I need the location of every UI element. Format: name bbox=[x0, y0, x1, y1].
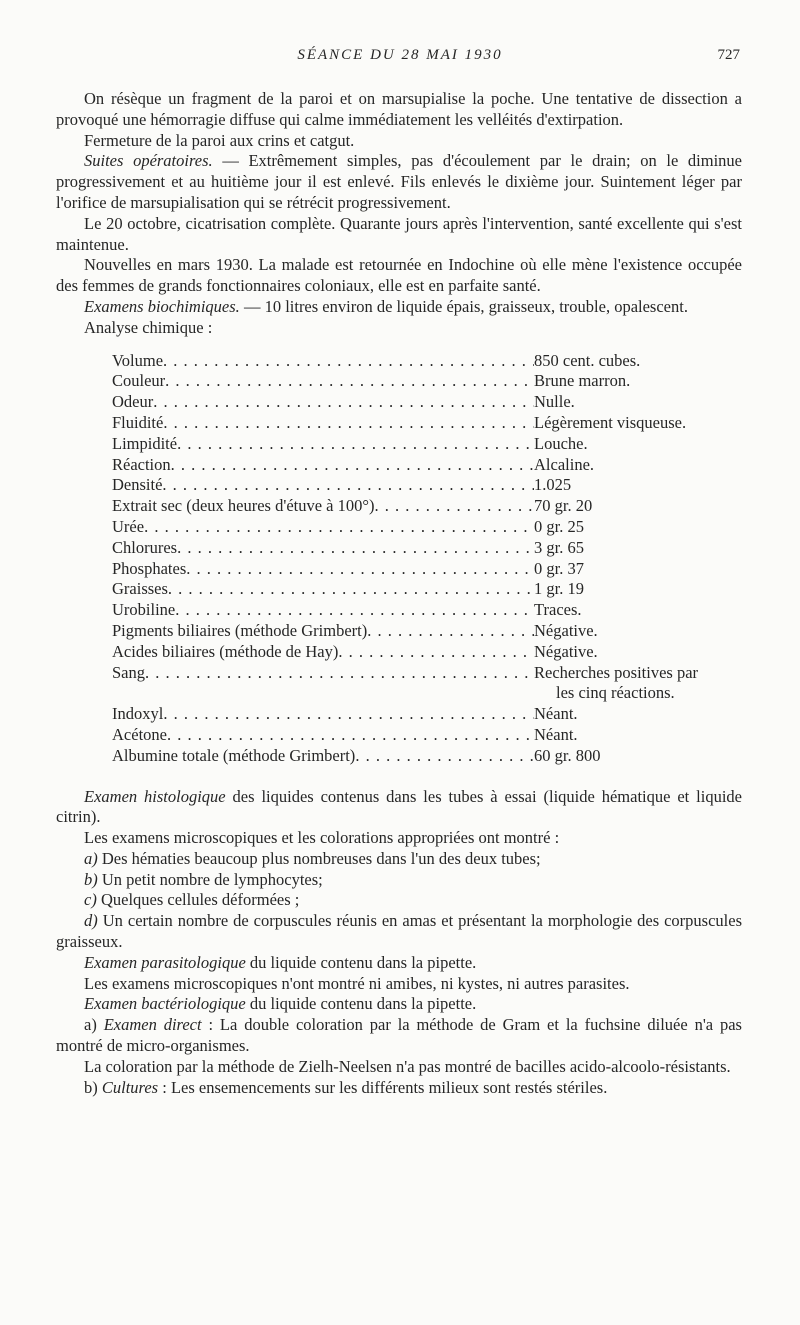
row-label: Indoxyl bbox=[112, 704, 164, 724]
paragraph-text: On résèque un fragment de la paroi et on marsupialise la poche. Une tentative de dissection a provoqué une hémorragie diffuse qui calme immédiatement les velléités d'extirpation. bbox=[56, 89, 742, 129]
paragraph-text: : La double coloration par la méthode de Gram et la fuchsine diluée n'a pas montré de micro-organismes. bbox=[56, 1015, 742, 1056]
row-label: Odeur bbox=[112, 392, 154, 412]
paragraph-text: Les examens microscopiques n'ont montré ni amibes, ni kystes, ni autres parasites. bbox=[84, 973, 630, 993]
row-value: 850 cent. cubes. bbox=[534, 350, 641, 370]
table-row bbox=[112, 538, 742, 559]
table-row bbox=[112, 579, 742, 600]
paragraph-text: : Les ensemencements sur les différents milieux sont restés stériles. bbox=[158, 1077, 608, 1097]
table-row bbox=[112, 704, 742, 725]
dot-leader bbox=[144, 517, 534, 538]
dot-leader bbox=[163, 351, 534, 372]
paragraph-lead: a) bbox=[84, 848, 98, 868]
paragraph bbox=[56, 953, 742, 974]
row-value: Brune marron. bbox=[534, 371, 631, 391]
dot-leader bbox=[145, 663, 534, 684]
row-label: Chlorures bbox=[112, 537, 178, 557]
paragraph bbox=[56, 297, 742, 318]
row-value: Négative. bbox=[534, 641, 598, 661]
row-label: Couleur bbox=[112, 371, 166, 391]
paragraph-text: Quelques cellules déformées ; bbox=[96, 890, 300, 910]
paragraph-prefix: b) bbox=[84, 1077, 102, 1097]
dot-leader bbox=[167, 725, 534, 746]
paragraph-lead: c) bbox=[84, 890, 97, 910]
body-text bbox=[56, 89, 742, 1098]
dot-leader bbox=[186, 559, 534, 580]
paragraph-lead: Examens biochimiques. bbox=[84, 296, 240, 316]
row-value: 70 gr. 20 bbox=[534, 496, 593, 516]
paragraph-lead: Examen histologique bbox=[84, 786, 226, 806]
dot-leader bbox=[177, 434, 534, 455]
bottom-paragraphs bbox=[56, 787, 742, 1099]
row-label: Réaction bbox=[112, 454, 171, 474]
paragraph bbox=[56, 974, 742, 995]
table-row bbox=[112, 663, 742, 684]
row-value: Négative. bbox=[534, 620, 598, 640]
paragraph bbox=[56, 89, 742, 131]
paragraph bbox=[56, 151, 742, 213]
running-title: SÉANCE DU 28 MAI 1930 bbox=[297, 47, 503, 63]
paragraph-text: du liquide contenu dans la pipette. bbox=[245, 994, 477, 1014]
paragraph bbox=[56, 255, 742, 297]
page-number: 727 bbox=[717, 47, 740, 63]
table-row bbox=[112, 642, 742, 663]
dot-leader bbox=[177, 538, 534, 559]
row-value: 60 gr. 800 bbox=[534, 745, 601, 765]
paragraph-lead: b) bbox=[84, 869, 98, 889]
paragraph bbox=[56, 1015, 742, 1057]
paragraph-text: des liquides contenus dans les tubes à essai (liquide hématique et liquide citrin). bbox=[56, 786, 742, 827]
paragraph-text: Nouvelles en mars 1930. La malade est retournée en Indochine où elle mène l'existence occupée des femmes de grands fonctionnaires coloniaux, elle est en parfaite santé. bbox=[56, 255, 742, 296]
table-row bbox=[112, 392, 742, 413]
row-label: Acétone bbox=[112, 724, 167, 744]
table-row bbox=[112, 455, 742, 476]
paragraph-lead: Examen parasitologique bbox=[84, 952, 246, 972]
dot-leader bbox=[367, 621, 534, 642]
chemical-analysis-table bbox=[112, 351, 742, 767]
table-row bbox=[112, 517, 742, 538]
dot-leader bbox=[153, 392, 534, 413]
row-value: Alcaline. bbox=[534, 454, 595, 474]
row-value: Néant. bbox=[534, 704, 578, 724]
paragraph-text: Des hématies beaucoup plus nombreuses dans l'un des deux tubes; bbox=[97, 848, 541, 868]
row-label: Pigments biliaires (méthode Grimbert) bbox=[112, 620, 368, 640]
row-value: 1 gr. 19 bbox=[534, 579, 584, 599]
dot-leader bbox=[168, 579, 534, 600]
table-row bbox=[112, 351, 742, 372]
paragraph-lead: Examen bactériologique bbox=[84, 994, 246, 1014]
row-label: Urée bbox=[112, 516, 145, 536]
dot-leader bbox=[171, 455, 534, 476]
paragraph-text: Fermeture de la paroi aux crins et catgut. bbox=[84, 130, 355, 150]
paragraph bbox=[56, 1057, 742, 1078]
row-value: Recherches positives par bbox=[534, 662, 699, 682]
paragraph bbox=[56, 214, 742, 256]
row-label: Sang bbox=[112, 662, 145, 682]
row-label: Urobiline bbox=[112, 600, 176, 620]
row-label: Graisses bbox=[112, 579, 168, 599]
row-value-continuation: les cinq réactions. bbox=[556, 683, 675, 703]
paragraph-text: — 10 litres environ de liquide épais, graisseux, trouble, opalescent. bbox=[239, 296, 688, 316]
table-row bbox=[112, 496, 742, 517]
row-label: Acides biliaires (méthode de Hay) bbox=[112, 641, 339, 661]
table-row bbox=[112, 475, 742, 496]
row-value: Légèrement visqueuse. bbox=[534, 412, 687, 432]
row-label: Albumine totale (méthode Grimbert) bbox=[112, 745, 356, 765]
paragraph-lead: d) bbox=[84, 911, 98, 931]
paragraph bbox=[56, 828, 742, 849]
row-label: Extrait sec (deux heures d'étuve à 100°) bbox=[112, 496, 375, 516]
paragraph bbox=[56, 1078, 742, 1099]
paragraph bbox=[56, 849, 742, 870]
top-paragraphs bbox=[56, 89, 742, 339]
page-header bbox=[0, 44, 800, 70]
paragraph-prefix: a) bbox=[84, 1015, 104, 1035]
paragraph-text: Les examens microscopiques et les colorations appropriées ont montré : bbox=[84, 828, 560, 848]
row-value: 0 gr. 37 bbox=[534, 558, 584, 578]
dot-leader bbox=[374, 496, 534, 517]
paragraph-text: Un petit nombre de lymphocytes; bbox=[97, 869, 323, 889]
paragraph bbox=[56, 131, 742, 152]
dot-leader bbox=[355, 746, 534, 767]
paragraph-lead: Cultures bbox=[101, 1077, 159, 1097]
dot-leader bbox=[163, 704, 534, 725]
row-value: Louche. bbox=[534, 433, 588, 453]
table-row bbox=[112, 725, 742, 746]
paragraph bbox=[56, 318, 742, 339]
paragraph bbox=[56, 890, 742, 911]
row-value: 3 gr. 65 bbox=[534, 537, 584, 557]
table-row bbox=[112, 600, 742, 621]
row-label: Volume bbox=[112, 350, 164, 370]
row-value: Néant. bbox=[534, 724, 578, 744]
dot-leader bbox=[162, 475, 534, 496]
table-row bbox=[112, 621, 742, 642]
row-value: Traces. bbox=[534, 600, 582, 620]
paragraph-text: Un certain nombre de corpuscules réunis en amas et présentant la morphologie des corpuscules graisseux. bbox=[56, 911, 742, 952]
paragraph bbox=[56, 870, 742, 891]
table-row bbox=[112, 559, 742, 580]
table-row bbox=[112, 371, 742, 392]
paragraph-lead: Examen direct bbox=[103, 1015, 202, 1035]
row-label: Phosphates bbox=[112, 558, 187, 578]
table-row bbox=[112, 434, 742, 455]
paragraph-text: Analyse chimique : bbox=[84, 317, 213, 337]
paragraph bbox=[56, 994, 742, 1015]
dot-leader bbox=[338, 642, 534, 663]
paragraph bbox=[56, 787, 742, 829]
table-row bbox=[112, 746, 742, 767]
row-value: Nulle. bbox=[534, 392, 575, 412]
paragraph-text: du liquide contenu dans la pipette. bbox=[245, 952, 477, 972]
paragraph bbox=[56, 911, 742, 953]
row-label: Fluidité bbox=[112, 412, 164, 432]
row-value: 0 gr. 25 bbox=[534, 516, 584, 536]
dot-leader bbox=[165, 371, 534, 392]
dot-leader bbox=[163, 413, 534, 434]
row-label: Limpidité bbox=[112, 433, 178, 453]
row-value: 1.025 bbox=[534, 475, 572, 495]
paragraph-text: Le 20 octobre, cicatrisation complète. Quarante jours après l'intervention, santé excellente qui s'est maintenue. bbox=[56, 213, 742, 254]
paragraph-lead: Suites opératoires. bbox=[84, 151, 213, 171]
dot-leader bbox=[175, 600, 534, 621]
table-row bbox=[112, 413, 742, 434]
row-label: Densité bbox=[112, 475, 163, 495]
paragraph-text: La coloration par la méthode de Zielh-Neelsen n'a pas montré de bacilles acido-alcoolo-résistants. bbox=[84, 1056, 731, 1076]
paragraph-text: — Extrêmement simples, pas d'écoulement par le drain; on le diminue progressivement et au huitième jour il est enlevé. Fils enlevés le dixième jour. Suintement léger par l'orifice de marsupialisation qui se rétrécit progressivement. bbox=[56, 151, 742, 212]
